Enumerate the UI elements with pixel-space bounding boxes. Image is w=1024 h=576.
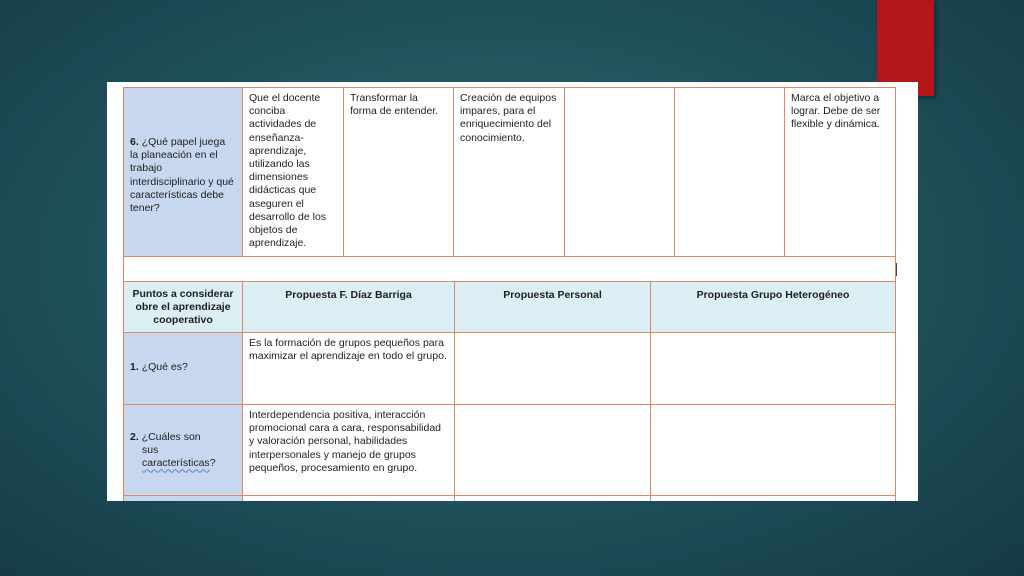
q6-col1-text: Que el docente conciba actividades de enseñanza-aprendizaje, utilizando las dimensiones didácticas que aseguren el desarrollo de los objetos de aprendizaje. xyxy=(249,92,327,250)
q6-col5 xyxy=(674,87,785,257)
header-diaz-barriga xyxy=(242,281,455,333)
q6-col4 xyxy=(564,87,675,257)
row2-heterogeneo xyxy=(650,404,896,496)
row3-heterogeneo xyxy=(650,495,896,501)
row3-diaz-barriga xyxy=(242,495,455,501)
row3-question-cell xyxy=(123,495,243,501)
row1-question-cell xyxy=(123,332,243,405)
row1-heterogeneo xyxy=(650,332,896,405)
row2-diaz-barriga-text: Interdependencia positiva, interacción promocional cara a cara, responsabilidad y valoración personal, habilidades interpersonales y manejo de grupos pequeños, procesamiento en grupo. xyxy=(249,409,442,474)
row1-number: 1. xyxy=(130,361,139,373)
q6-col3 xyxy=(453,87,565,257)
header-diaz-barriga-text: Propuesta F. Díaz Barriga xyxy=(285,289,412,301)
row1-personal xyxy=(454,332,651,405)
header-points xyxy=(123,281,243,333)
q6-number: 6. xyxy=(130,136,139,148)
row1-diaz-barriga-text: Es la formación de grupos pequeños para maximizar el aprendizaje en todo el grupo. xyxy=(249,337,447,363)
row2-question-part4: ? xyxy=(209,457,216,470)
q6-col2 xyxy=(343,87,454,257)
header-points-text: Puntos a considerar obre el aprendizaje cooperativo xyxy=(132,288,234,327)
q6-col6 xyxy=(784,87,896,257)
row1-question: ¿Qué es? xyxy=(141,361,188,373)
q6-text: ¿Qué papel juega la planeación en el trabajo interdisciplinario y qué características debe tener? xyxy=(130,136,234,215)
q6-col3-text: Creación de equipos impares, para el enriquecimiento del conocimiento. xyxy=(460,92,557,144)
q6-col6-text: Marca el objetivo a lograr. Debe de ser flexible y dinámica. xyxy=(791,92,881,131)
document-table-image xyxy=(107,82,918,501)
row1-diaz-barriga xyxy=(242,332,455,405)
header-heterogeneo-text: Propuesta Grupo Heterogéneo xyxy=(696,289,850,301)
header-heterogeneo xyxy=(650,281,896,333)
q6-col2-text: Transformar la forma de entender. xyxy=(350,92,439,118)
row2-question-part1: ¿Cuáles son xyxy=(141,431,201,443)
q6-col1 xyxy=(242,87,344,257)
q6-question-cell xyxy=(123,87,243,257)
spacer-row xyxy=(123,256,896,282)
row2-diaz-barriga xyxy=(242,404,455,496)
text-cursor-mark xyxy=(896,263,897,276)
row2-question-line2 xyxy=(130,444,236,470)
row2-number: 2. xyxy=(130,431,139,443)
row2-question-part2: sus xyxy=(142,444,159,457)
row2-question-part3: características xyxy=(142,457,210,470)
row2-personal xyxy=(454,404,651,496)
row2-question-cell xyxy=(123,404,243,496)
header-personal xyxy=(454,281,651,333)
header-personal-text: Propuesta Personal xyxy=(503,289,602,301)
row3-personal xyxy=(454,495,651,501)
